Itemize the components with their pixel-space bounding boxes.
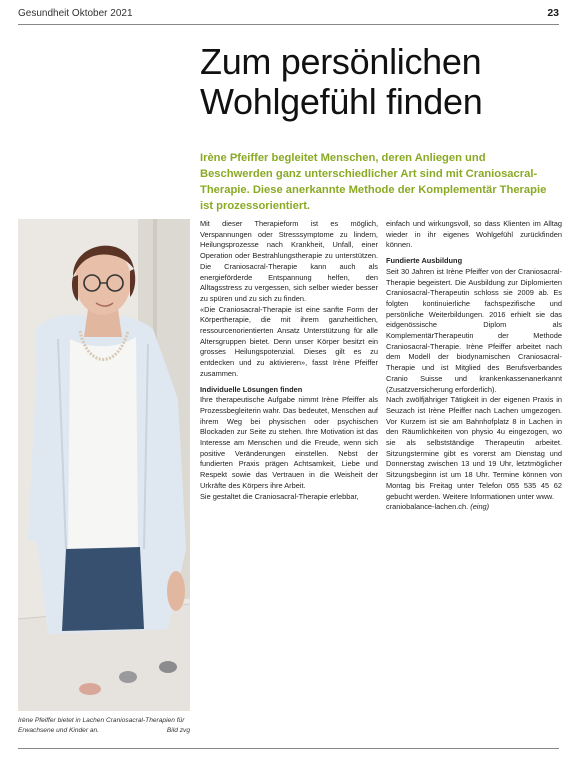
page-header [18, 6, 559, 22]
author-tag: (eing) [470, 502, 490, 512]
header-divider [18, 24, 559, 25]
paragraph: Ihre therapeutische Aufgabe nimmt Irène Pfeiffer als Prozessbegleiterin wahr. Das bedeutet, Menschen auf ihrem Weg bei physischen oder psychischen Blockaden zur Seite zu stehen. Ihre Motivation ist das Interesse am Menschen und die Freude, wenn sich positive Veränderungen einstellen. Nebst der fundierten Praxis prägen Achtsamkeit, Liebe und Respekt sowie das Vertrauen in die Weisheit der Urkräfte des Körpers ihre Arbeit. [200, 395, 378, 490]
article-title [200, 42, 560, 122]
subheading-fundierte-ausbildung: Fundierte Ausbildung [386, 256, 463, 266]
caption-text: Irène Pfeiffer bietet in Lachen Craniosacral-Therapien für Erwachsene und Kinder an. [18, 717, 185, 734]
article-lead: Irène Pfeiffer begleitet Menschen, deren Anliegen und Beschwerden ganz unterschiedlicher Art sind mit Craniosacral-Therapie. Diese anerkannte Methode der Komplementär Therapie ist prozessorientiert. [200, 152, 547, 212]
paragraph: Seit 30 Jahren ist Irène Pfeiffer von der Craniosacral-Therapie begeistert. Die Ausbildung zur Diplomierten Craniosacral-Therapeutin schloss sie 2009 ab. Es folgten kontinuierliche fachspezifische und persönliche Weiterbildungen. 2016 erhielt sie das eidgenössische Diplom als KomplementärTherapeutin der Methode Craniosacral-Therapie. Irène Pfeiffer arbeitet nach dem Modell der biodynamischen Craniosacral-Therapie und ist Mitglied des Berufsverbandes Cranio Suisse und krankenkassenanerkannt (Zusatzversicherung erforderlich). [386, 266, 562, 394]
paragraph: einfach und wirkungsvoll, so dass Klienten im Alltag wieder in ihr eigenes Wohlgefühl zurückfinden können. [386, 219, 562, 250]
paragraph: Mit dieser Therapieform ist es möglich, Verspannungen oder Stresssymptome zu lindern, Heilungsprozesse nach Krankheit, Unfall, einer Operation oder Bestrahlungstherapie zu unterstützen. Die Craniosacral-Therapie kann auch als energieförderde Entspannung helfen, den Alltagsstress zu vergessen, sich selber wieder besser zu spüren und zu sich zu finden. [200, 219, 378, 303]
footer-divider [18, 748, 559, 749]
page-number: 23 [547, 7, 559, 19]
paragraph-end [386, 502, 562, 513]
photo-credit: Bild zvg [166, 726, 190, 734]
column-2 [386, 219, 562, 513]
portrait-illustration [18, 219, 190, 711]
title-line-1: Zum persönlichen [200, 41, 482, 82]
subheading-individuelle-loesungen: Individuelle Lösungen finden [200, 384, 303, 394]
photo-caption [18, 716, 190, 735]
section-date: Gesundheit Oktober 2021 [18, 8, 133, 19]
portrait-photo [18, 219, 190, 711]
paragraph: Nach zwölfjähriger Tätigkeit in der eigenen Praxis in Seuzach ist Irène Pfeiffer nach Lachen umgezogen. Vor Kurzem ist sie am Bahnhofplatz 8 in Lachen in den Räumlichkeiten von physio 4u eingezogen, wo sie als selbstständige Therapeutin arbeitet. Sitzungstermine gibt es vorerst am Dienstag und Donnerstag zwischen 13 und 19 Uhr, letztmöglicher Sitzungsbeginn ist um 18 Uhr. Termine können von Montag bis Freitag unter Telefon 055 535 45 62 gebucht werden. Weitere Informationen unter www. [386, 395, 562, 501]
paragraph: Sie gestaltet die Craniosacral-Therapie erlebbar, [200, 491, 359, 501]
title-line-2: Wohlgefühl finden [200, 81, 483, 122]
column-1 [200, 219, 378, 502]
website-link[interactable]: craniobalance-lachen.ch. [386, 502, 469, 512]
paragraph: «Die Craniosacral-Therapie ist eine sanfte Form der Körpertherapie, die mit ihrem ganzheitlichen, ressourcenorientierten Ansatz Unterstützung für alle Altersgruppen bietet. Denn unser Körper besitzt ein grosses Heilungspotenzial. Dieses gilt es zu entdecken und zu aktivieren», fasst Irène Pfeiffer zusammen. [200, 304, 378, 378]
